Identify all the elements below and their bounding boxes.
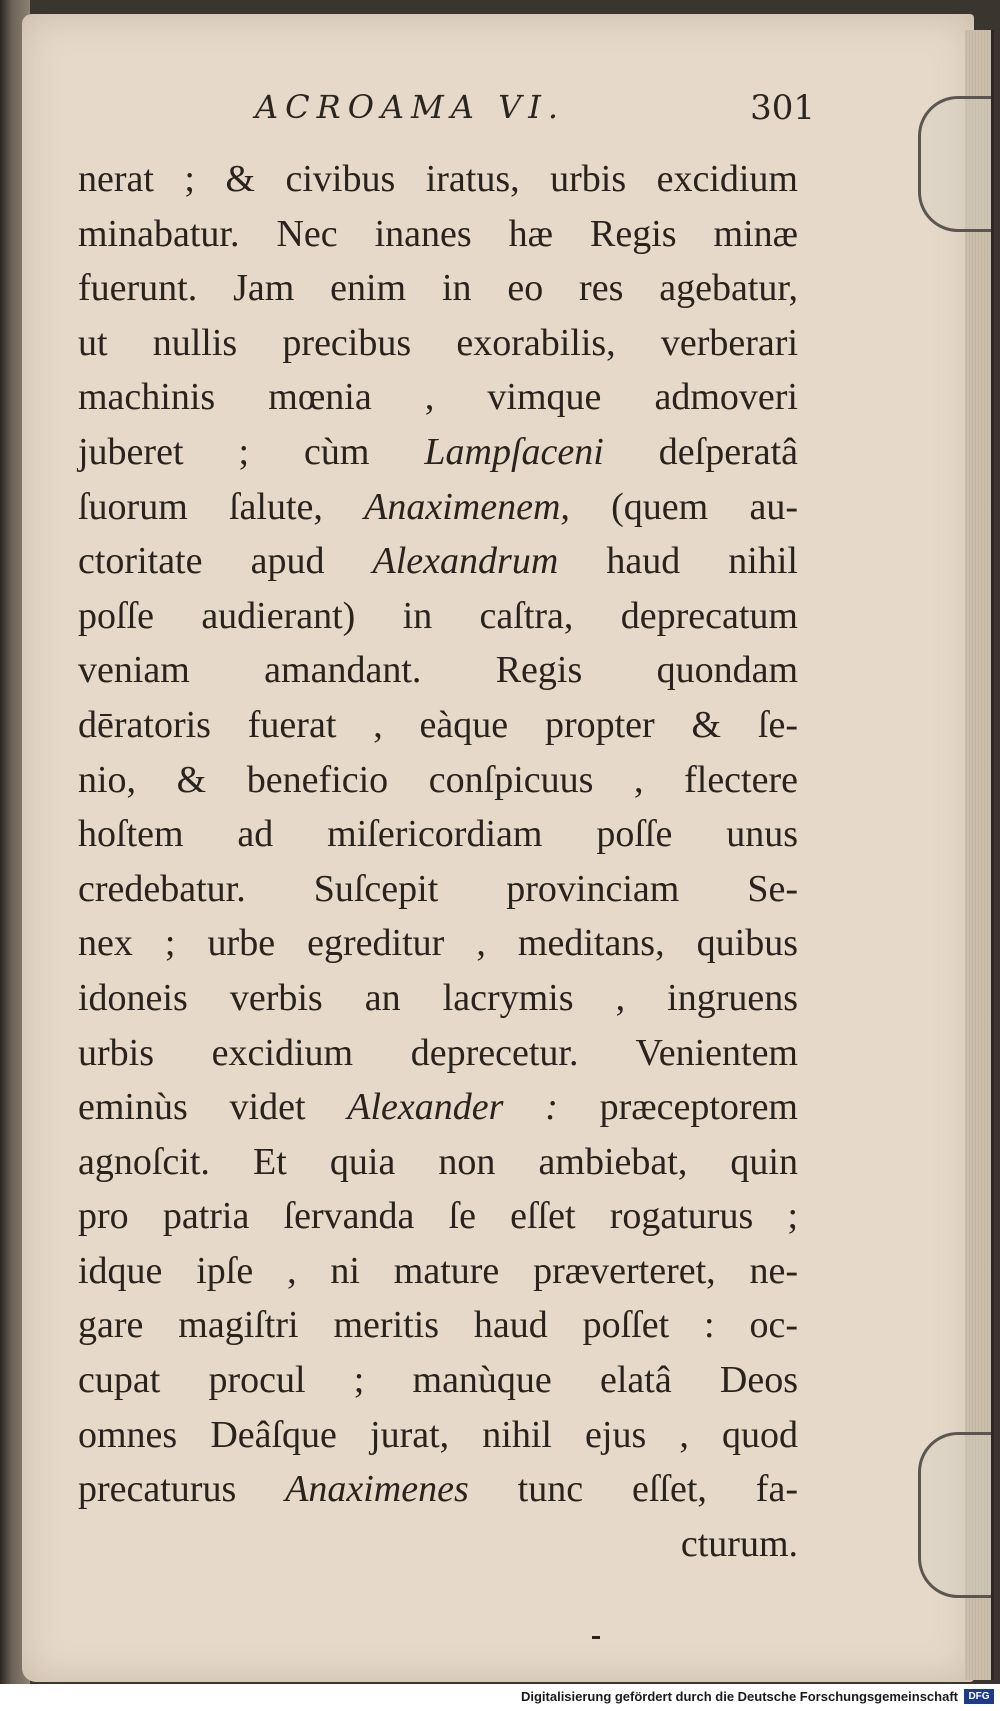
- text-segment: ctoritate apud: [78, 540, 373, 583]
- text-segment: haud nihil: [558, 540, 798, 583]
- digitization-footer: [0, 1684, 1000, 1711]
- text-line: ut nullis precibus exorabilis, verberari: [78, 321, 798, 364]
- text-line: idque ipſe , ni mature præverteret, ne-: [78, 1249, 798, 1292]
- text-line: [78, 1462, 798, 1517]
- running-head-title: ACROAMA VI.: [255, 88, 565, 126]
- text-segment: juberet ; cùm: [78, 430, 425, 473]
- text-line: [78, 480, 798, 535]
- italic-name: Alexandrum: [372, 540, 559, 583]
- italic-name: Alexander :: [347, 1086, 558, 1129]
- text-segment: ſuorum ſalute,: [78, 485, 365, 528]
- text-line: poſſe audierant) in caſtra, deprecatum: [78, 594, 798, 637]
- text-line: fuerunt. Jam enim in eo res agebatur,: [78, 267, 798, 310]
- dfg-logo: DFG: [964, 1689, 994, 1704]
- text-line: idoneis verbis an lacrymis , ingruens: [78, 976, 798, 1019]
- text-line: [78, 1080, 798, 1135]
- text-segment: tunc eſſet, fa-: [468, 1468, 798, 1511]
- italic-name: Anaximenem,: [364, 485, 570, 528]
- text-line: machinis mœnia , vimque admoveri: [78, 376, 798, 419]
- text-line: urbis excidium deprecetur. Venientem: [78, 1031, 798, 1074]
- text-segment: eminùs videt: [78, 1086, 348, 1129]
- text-segment: (quem au-: [569, 485, 798, 528]
- text-line: pro patria ſervanda ſe eſſet rogaturus ;: [78, 1195, 798, 1238]
- text-line: [78, 425, 798, 480]
- page-number: 301: [750, 88, 815, 128]
- text-segment: præceptorem: [557, 1086, 798, 1129]
- text-line: [78, 534, 798, 589]
- clasp-tab-top: [918, 96, 991, 232]
- text-line: nex ; urbe egreditur , meditans, quibus: [78, 922, 798, 965]
- text-line: dēratoris fuerat , eàque propter & ſe-: [78, 703, 798, 746]
- text-line: nerat ; & civibus iratus, urbis excidium: [78, 158, 798, 200]
- body-text: [78, 152, 798, 1571]
- text-line: credebatur. Suſcepit provinciam Se-: [78, 867, 798, 910]
- text-line: cupat procul ; manùque elatâ Deos: [78, 1359, 798, 1402]
- clasp-tab-bottom: [918, 1432, 991, 1598]
- text-line: nio, & beneficio conſpicuus , flectere: [78, 758, 798, 801]
- page-mark: [592, 1636, 600, 1639]
- running-head: [255, 88, 815, 140]
- footer-credit: Digitalisierung gefördert durch die Deutsche Forschungsgemeinschaft: [520, 1689, 958, 1704]
- italic-name: Lampſaceni: [424, 430, 604, 473]
- text-line: agnoſcit. Et quia non ambiebat, quin: [78, 1140, 798, 1183]
- text-segment: deſperatâ: [603, 430, 799, 473]
- text-line: gare magiſtri meritis haud poſſet : oc-: [78, 1304, 798, 1347]
- italic-name: Anaximenes: [285, 1468, 469, 1511]
- text-line: hoſtem ad miſericordiam poſſe unus: [78, 813, 798, 856]
- text-line: omnes Deâſque jurat, nihil ejus , quod: [78, 1413, 798, 1456]
- text-segment: precaturus: [78, 1468, 286, 1511]
- text-line: veniam amandant. Regis quondam: [78, 649, 798, 692]
- text-line: cturum.: [680, 1522, 798, 1565]
- text-line: minabatur. Nec inanes hæ Regis minæ: [78, 212, 798, 255]
